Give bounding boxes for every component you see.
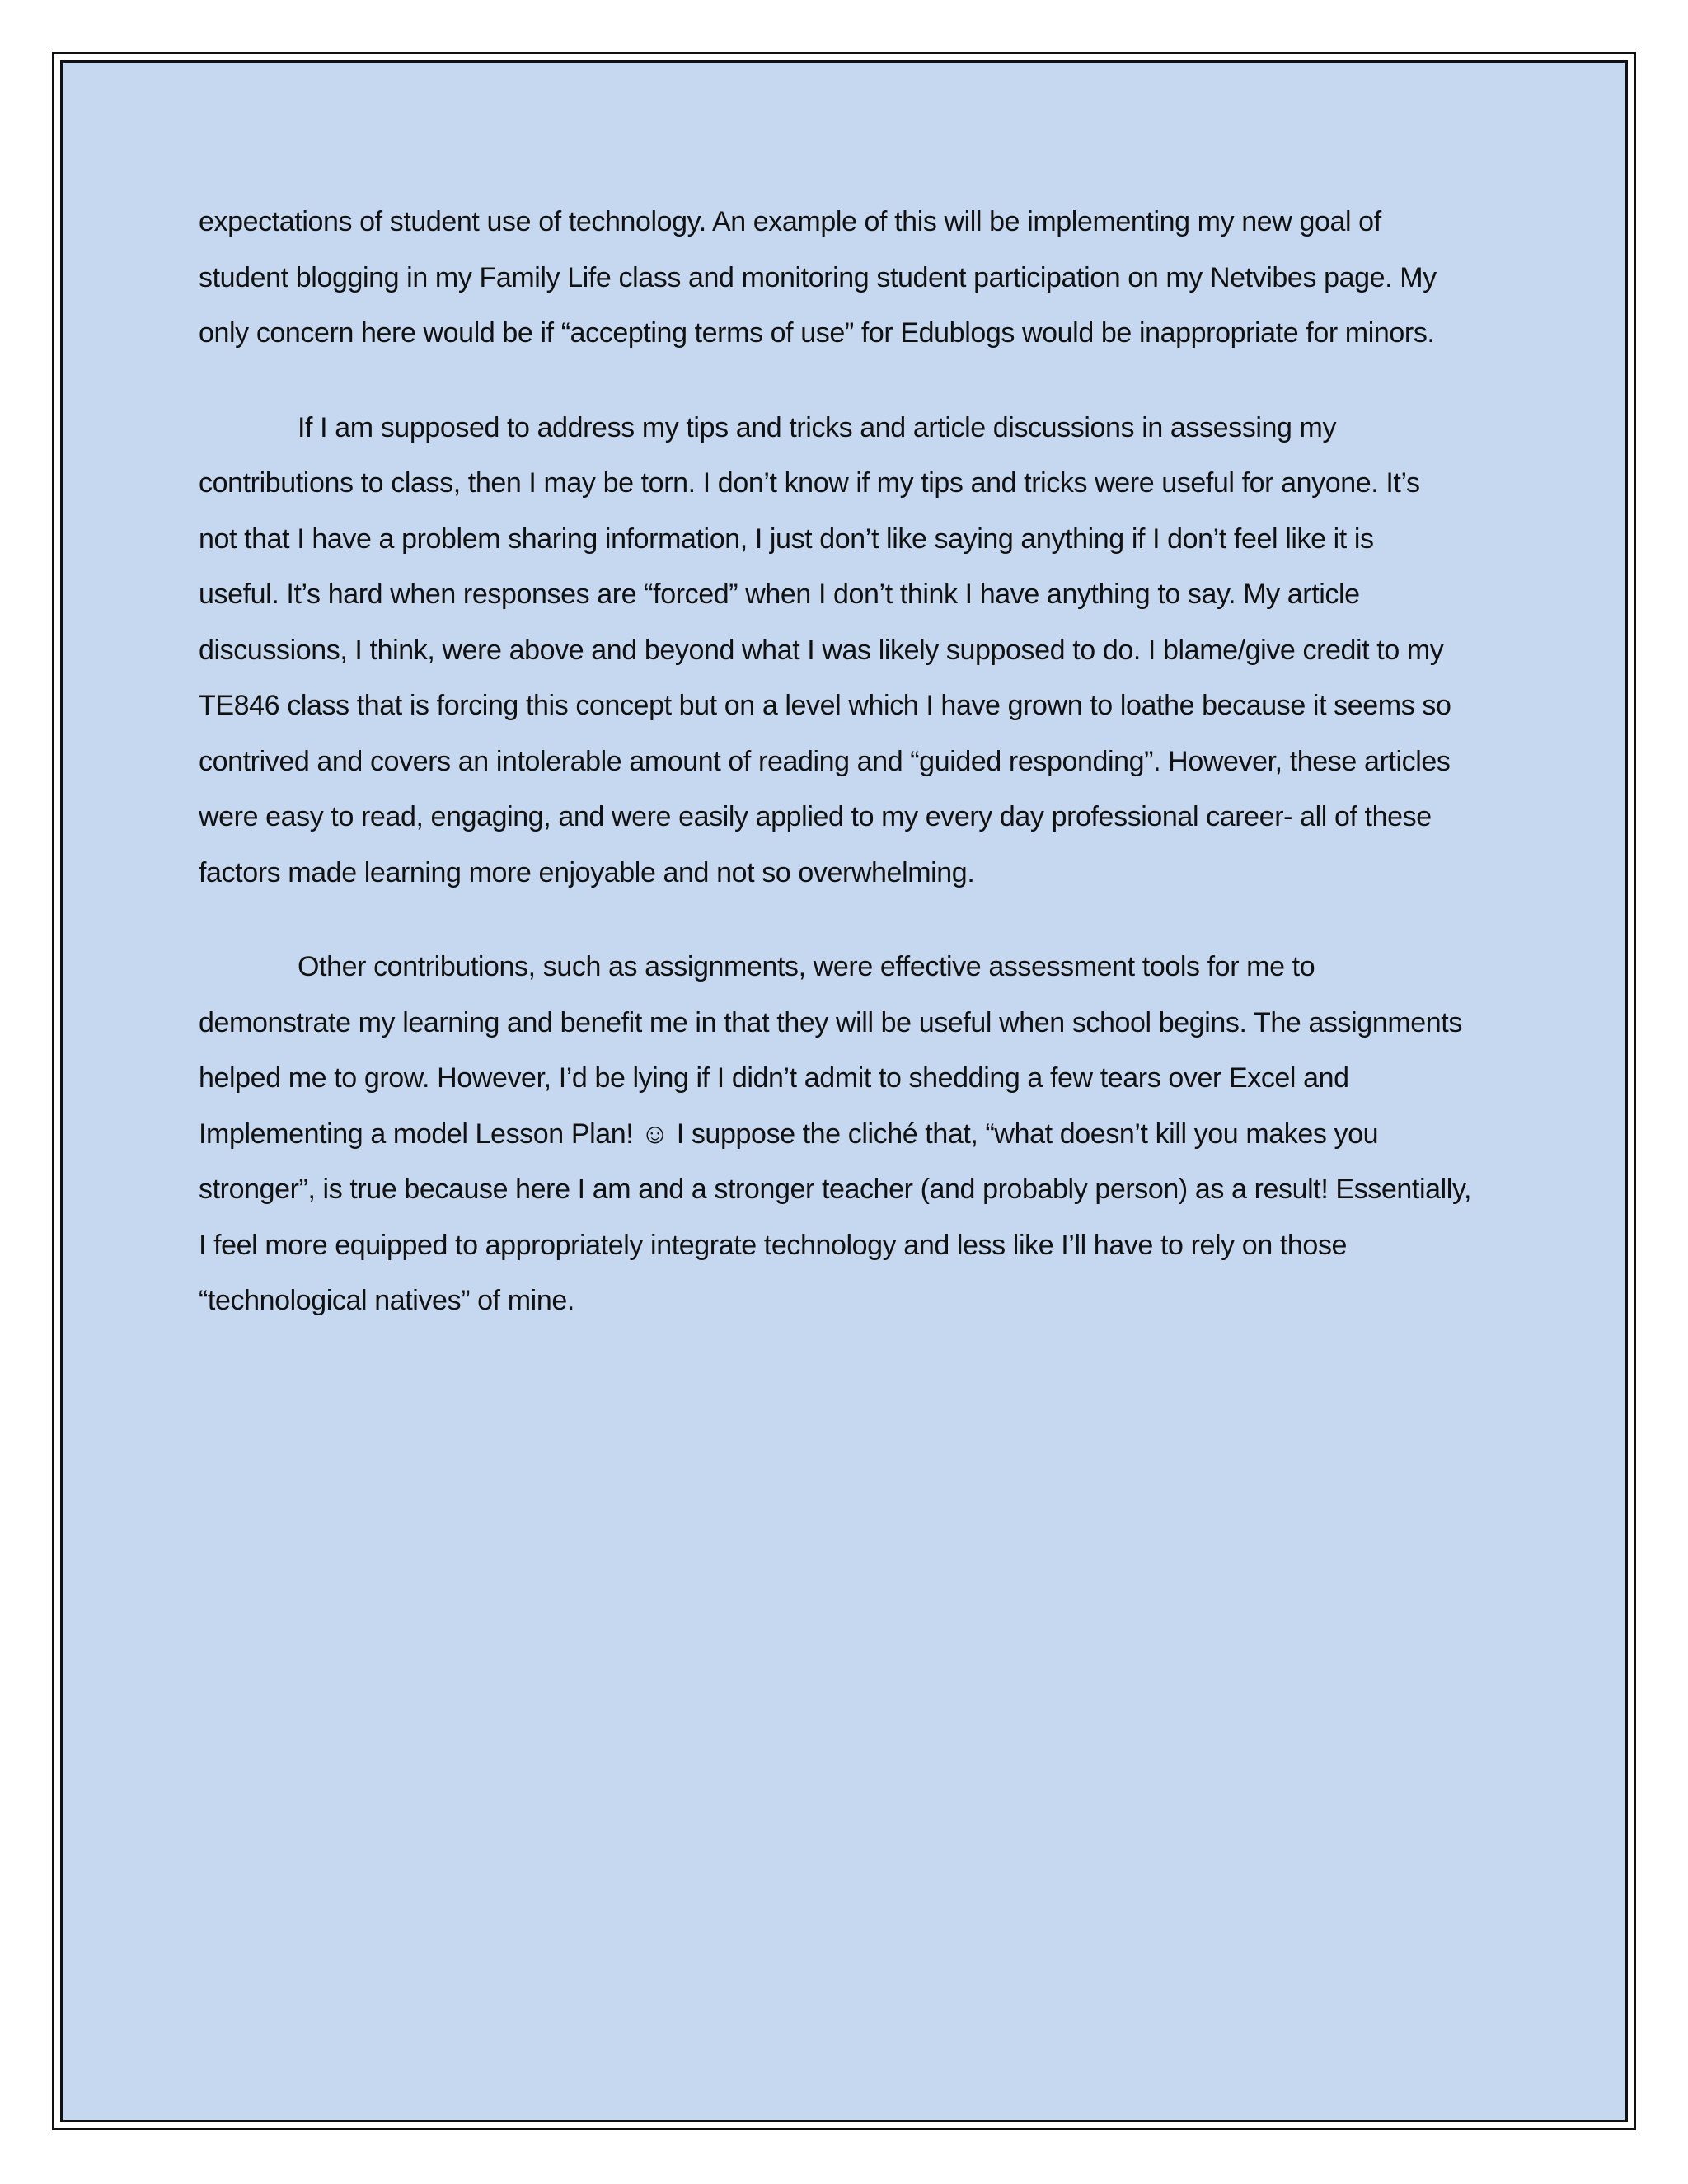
text-line: Other contributions, such as assignments, were effective assessment tools for me to: [298, 951, 1315, 982]
page-content-area: [60, 60, 1628, 2122]
text-line: stronger”, is true because here I am and a stronger teacher (and probably person) as a result! Essentially,: [199, 1174, 1472, 1205]
text-line: If I am supposed to address my tips and tricks and article discussions in assessing my: [298, 411, 1337, 443]
text-line: Implementing a model Lesson Plan! ☺ I suppose the cliché that, “what doesn’t kill you makes you: [199, 1118, 1379, 1150]
text-line: demonstrate my learning and benefit me in that they will be useful when school begins. The assignments: [199, 1006, 1462, 1038]
document-body: [199, 194, 1550, 1368]
paragraph-1: [199, 194, 1550, 362]
paragraph-3: [199, 940, 1550, 1329]
text-line: contrived and covers an intolerable amount of reading and “guided responding”. However, these articles: [199, 745, 1451, 777]
text-line: not that I have a problem sharing information, I just don’t like saying anything if I don’t feel like it is: [199, 523, 1374, 555]
paragraph-2: [199, 401, 1550, 902]
text-line: discussions, I think, were above and beyond what I was likely supposed to do. I blame/give credit to my: [199, 634, 1444, 666]
text-line: factors made learning more enjoyable and not so overwhelming.: [199, 856, 975, 888]
page-border: [52, 52, 1636, 2130]
text-line: only concern here would be if “accepting terms of use” for Edublogs would be inappropriate for minors.: [199, 317, 1435, 349]
text-line: “technological natives” of mine.: [199, 1285, 574, 1316]
text-line: contributions to class, then I may be torn. I don’t know if my tips and tricks were useful for anyone. It’s: [199, 467, 1420, 499]
text-line: student blogging in my Family Life class and monitoring student participation on my Netvibes page. My: [199, 261, 1437, 293]
text-line: expectations of student use of technology. An example of this will be implementing my new goal of: [199, 206, 1381, 237]
text-line: helped me to grow. However, I’d be lying if I didn’t admit to shedding a few tears over Excel and: [199, 1062, 1349, 1094]
text-line: TE846 class that is forcing this concept but on a level which I have grown to loathe because it seems so: [199, 690, 1451, 721]
text-line: I feel more equipped to appropriately integrate technology and less like I’ll have to rely on those: [199, 1229, 1348, 1261]
text-line: were easy to read, engaging, and were easily applied to my every day professional career- all of these: [199, 801, 1432, 832]
text-line: useful. It’s hard when responses are “forced” when I don’t think I have anything to say. My article: [199, 579, 1360, 610]
